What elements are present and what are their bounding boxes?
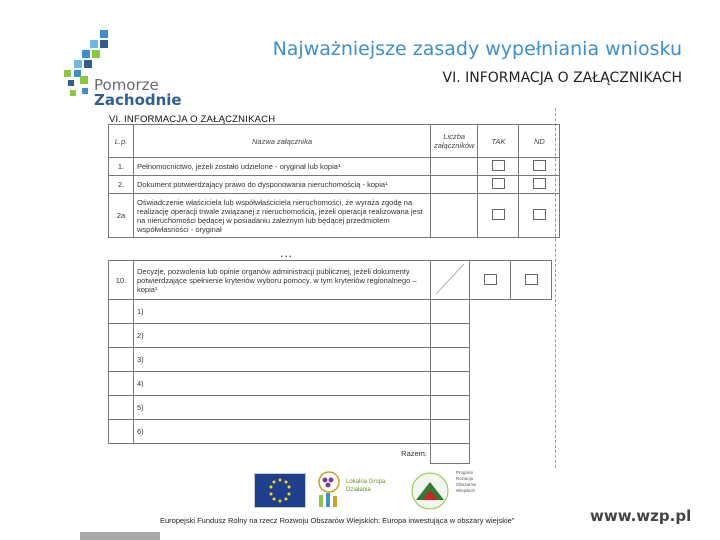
eu-stars-icon <box>255 474 305 507</box>
sum-label: Razem: <box>401 449 427 459</box>
logo-text-zachodnie: Zachodnie <box>94 91 182 109</box>
attachments-table <box>108 124 560 238</box>
table-row <box>109 324 552 348</box>
lgd-label-line2: Działania <box>346 487 371 493</box>
ellipsis: ... <box>280 246 294 260</box>
table-row <box>109 261 552 300</box>
grape-icon <box>313 470 345 510</box>
row-text: Decyzje, pozwolenia lub opinie organów administracji publicznej, jeżeli dokumenty potwierdzające spełnienie kryteriów wyboru pomocy, w tym kryteriów regionalnego – kopia¹ <box>134 261 431 300</box>
yes-checkbox[interactable] <box>484 274 497 285</box>
website-link[interactable]: www.wzp.pl <box>590 507 692 525</box>
table-header-row <box>109 125 560 158</box>
table-row <box>109 420 552 444</box>
count-cell[interactable] <box>431 176 478 194</box>
table-row <box>109 194 560 238</box>
column-yes: TAK <box>478 125 519 158</box>
yes-checkbox[interactable] <box>492 178 505 189</box>
attachments-table-continued <box>108 260 552 464</box>
table-row <box>109 396 552 420</box>
column-na: ND <box>519 125 560 158</box>
row-text: Pełnomocnictwo, jeżeli zostało udzielone - oryginał lub kopia¹ <box>134 158 431 176</box>
eu-flag-logo <box>254 473 306 508</box>
row-lp: 10. <box>109 261 134 300</box>
prow-logo <box>408 470 453 512</box>
na-checkbox[interactable] <box>533 209 546 220</box>
other-item: 4) <box>134 372 431 396</box>
yes-checkbox[interactable] <box>492 160 505 171</box>
row-lp: 2. <box>109 176 134 194</box>
na-checkbox[interactable] <box>533 178 546 189</box>
other-item: 6) <box>134 420 431 444</box>
yes-checkbox[interactable] <box>492 209 505 220</box>
logo-text-pomorze: Pomorze <box>94 76 159 94</box>
column-count: Liczba załączników <box>431 125 478 158</box>
other-item: 1) <box>134 300 431 324</box>
table-row <box>109 372 552 396</box>
form-section-title: VI. INFORMACJA O ZAŁĄCZNIKACH <box>109 114 276 125</box>
sum-row <box>109 444 552 464</box>
na-checkbox[interactable] <box>533 160 546 171</box>
table-row <box>109 158 560 176</box>
lgd-label-line1: Lokalna Grupa <box>346 479 386 485</box>
slide-subtitle: VI. INFORMACJA O ZAŁĄCZNIKACH <box>442 70 682 86</box>
other-item: 2) <box>134 324 431 348</box>
row-lp: 1. <box>109 158 134 176</box>
other-item: 3) <box>134 348 431 372</box>
column-lp: L.p. <box>109 125 134 158</box>
sum-cell[interactable] <box>431 444 470 464</box>
count-cell[interactable] <box>431 194 478 238</box>
row-text: Oświadczenie właściciela lub współwłaściciela nieruchomości, że wyraża zgodę na realizację operacji trwale związanej z nieruchomością, jeżeli operacja realizowana jest na nieruchomości będącej w posiadaniu zależnym lub będącej przedmiotem współwłasności - oryginał <box>134 194 431 238</box>
lgd-logo <box>313 470 345 510</box>
footer-note: Europejski Fundusz Rolny na rzecz Rozwoju Obszarów Wiejskich: Europa inwestująca w obszary wiejskie" <box>160 516 515 525</box>
table-row <box>109 300 552 324</box>
na-checkbox[interactable] <box>525 274 538 285</box>
slide-title: Najważniejsze zasady wypełniania wniosku <box>272 38 682 60</box>
table-row <box>109 176 560 194</box>
lgd-label <box>346 478 385 494</box>
table-row <box>109 348 552 372</box>
other-item: 5) <box>134 396 431 420</box>
count-cell[interactable] <box>431 158 478 176</box>
crossed-cell-icon <box>434 262 466 296</box>
count-cell[interactable] <box>431 261 470 300</box>
footer-grey-bar <box>80 532 160 540</box>
row-lp: 2a <box>109 194 134 238</box>
prow-label: Program Rozwoju Obszarów Wiejskich <box>456 470 477 493</box>
prow-emblem-icon <box>408 470 453 512</box>
row-text: Dokument potwierdzający prawo do dysponowania nieruchomością - kopia¹ <box>134 176 431 194</box>
column-name: Nazwa załącznika <box>134 125 431 158</box>
